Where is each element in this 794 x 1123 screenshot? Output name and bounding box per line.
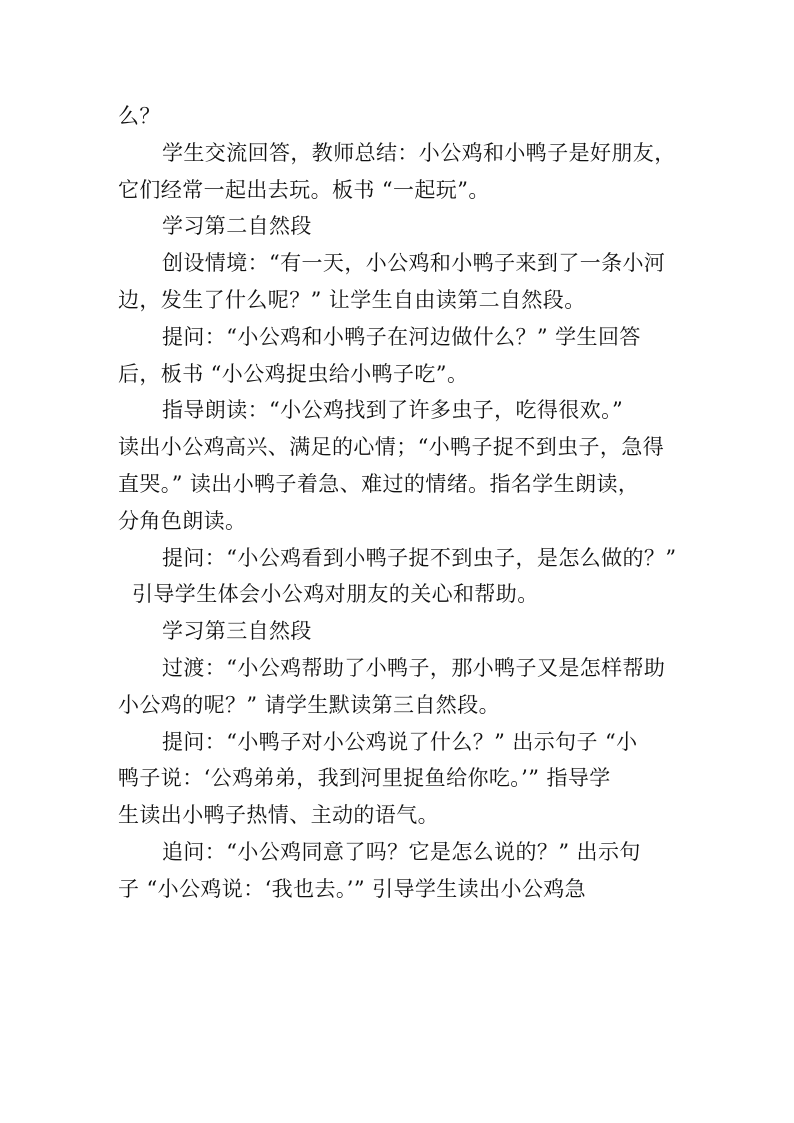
text-line: 后，板书 “小公鸡捉虫给小鸭子吃”。 <box>118 361 469 386</box>
text-line: 读出小公鸡高兴、满足的心情；“小鸭子捉不到虫子，急得 <box>118 435 665 460</box>
document-body <box>118 98 678 908</box>
text-line: 鸭子说：‘公鸡弟弟，我到河里捉鱼给你吃。’” 指导学 <box>118 766 611 791</box>
text-line: 直哭。” 读出小鸭子着急、难过的情绪。指名学生朗读， <box>118 471 640 496</box>
paragraph-line: 提问：“小鸭子对小公鸡说了什么？” 出示句子 “小 <box>162 729 638 754</box>
text-line: 边，发生了什么呢？” 让学生自由读第二自然段。 <box>118 287 586 312</box>
text-line: 么？ <box>118 104 161 128</box>
section-heading: 学习第二自然段 <box>162 214 312 239</box>
paragraph-line: 追问：“小公鸡同意了吗？它是怎么说的？” 出示句 <box>162 839 641 864</box>
text-line: 小公鸡的呢？” 请学生默读第三自然段。 <box>118 692 501 717</box>
paragraph-line: 提问：“小公鸡和小鸭子在河边做什么？” 学生回答 <box>162 324 641 349</box>
text-line: 生读出小鸭子热情、主动的语气。 <box>118 803 439 828</box>
paragraph-line: 提问：“小公鸡看到小鸭子捉不到虫子，是怎么做的？” <box>162 545 677 570</box>
text-line: 分角色朗读。 <box>118 508 247 533</box>
section-heading: 学习第三自然段 <box>162 619 312 644</box>
paragraph-line: 学生交流回答，教师总结：小公鸡和小鸭子是好朋友， <box>162 140 676 165</box>
text-line: 子 “小公鸡说：‘我也去。’” 引导学生读出小公鸡急 <box>118 876 587 901</box>
paragraph-line: 创设情境：“有一天，小公鸡和小鸭子来到了一条小河 <box>162 251 666 276</box>
text-line: 引导学生体会小公鸡对朋友的关心和帮助。 <box>132 582 539 607</box>
paragraph-line: 指导朗读：“小公鸡找到了许多虫子，吃得很欢。” <box>162 398 624 423</box>
paragraph-line: 过渡：“小公鸡帮助了小鸭子，那小鸭子又是怎样帮助 <box>162 655 666 680</box>
text-line: 它们经常一起出去玩。板书 “一起玩”。 <box>118 177 490 202</box>
